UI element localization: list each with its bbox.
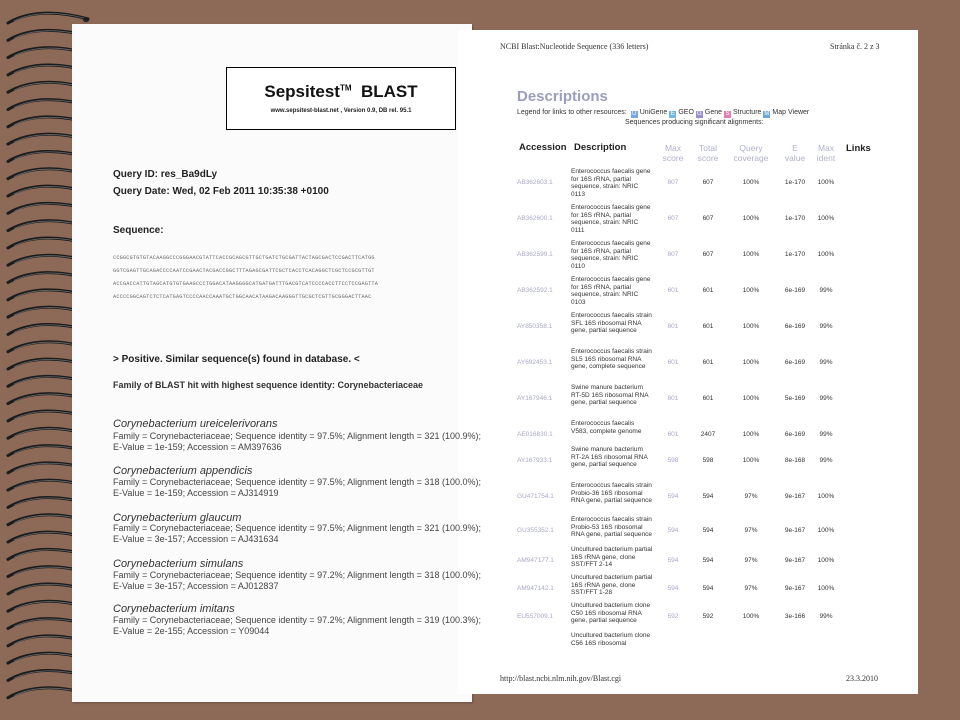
legend-label: Map Viewer: [772, 109, 810, 116]
footer-url: http://blast.ncbi.nlm.nih.gov/Blast.cgi: [500, 674, 622, 683]
hit-description: Enterococcus faecalis strain SFL 16S ribosomal RNA gene, partial sequence: [571, 312, 652, 334]
cell-ident: 99%: [819, 287, 833, 294]
col-e-value: [780, 143, 810, 163]
organism-name: Corynebacterium glaucum: [113, 512, 242, 524]
hit-description: Enterococcus faecalis strain Probio-36 16S ribosomal RNA gene, partial sequence: [571, 482, 652, 504]
cell-cov: 100%: [742, 287, 760, 294]
cell-cov: 100%: [742, 179, 760, 186]
logo-tm: TM: [339, 83, 352, 93]
descriptions-title: Descriptions: [517, 88, 608, 105]
cell-e: 9e-167: [784, 585, 806, 592]
max-score-link[interactable]: 601: [667, 287, 679, 294]
cell-cov: 100%: [742, 395, 760, 402]
cell-ident: 100%: [817, 179, 835, 186]
max-score-link[interactable]: 592: [667, 613, 679, 620]
cell-e: 3e-166: [784, 613, 806, 620]
legend-unigene-icon: U: [632, 111, 637, 117]
col-max-score: [659, 143, 687, 163]
result-message: > Positive. Similar sequence(s) found in database. <: [113, 354, 360, 365]
col-e-value-line2: value: [784, 153, 806, 163]
organism-name: Corynebacterium appendicis: [113, 465, 253, 477]
cell-total: 601: [702, 287, 714, 294]
cell-total: 2407: [700, 431, 716, 438]
col-total-score-line2: score: [697, 153, 719, 163]
cell-cov: 97%: [744, 527, 758, 534]
cell-e: 6e-169: [784, 323, 806, 330]
col-description: Description: [574, 142, 627, 153]
cell-ident: 100%: [817, 557, 835, 564]
legend-label: Gene: [704, 109, 723, 116]
sequence-line: CCGGCGTGTGTACAAGGCCCGGGAACGTATTCACCGCAGCGTTGCTGATCTGCGATTACTAGCGACTCCGACTTCATGG: [113, 255, 375, 261]
cell-e: 1e-170: [784, 179, 806, 186]
organism-evalue: E-Value = 1e-159; Accession = AM397636: [113, 442, 282, 452]
accession-link[interactable]: AY692453.1: [517, 359, 553, 366]
cell-total: 601: [702, 359, 714, 366]
alignments-subtitle: Sequences producing significant alignments:: [625, 119, 764, 126]
cell-total: 592: [702, 613, 714, 620]
col-max-ident: [812, 143, 840, 163]
max-score-link[interactable]: 598: [667, 457, 679, 464]
cell-ident: 100%: [817, 251, 835, 258]
page-number: Stránka č. 2 z 3: [830, 42, 880, 51]
sequence-line: GGTCGAGTTGCAGACCCCAATCCGAACTACGACCGGCTTTAGAGCGATTCGCTCACCTCACAGGCTCGCTCCGCGTTGT: [113, 268, 375, 274]
family-summary: Family of BLAST hit with highest sequence identity: Corynebacteriaceae: [113, 380, 424, 390]
col-total-score-line1: Total: [699, 143, 717, 153]
cell-total: 607: [702, 215, 714, 222]
hit-description: Swine manure bacterium RT-2A 16S ribosomal RNA gene, partial sequence: [571, 446, 648, 468]
max-score-link[interactable]: 601: [667, 323, 679, 330]
hit-description: Enterococcus faecalis V583, complete genome: [571, 420, 642, 435]
cell-ident: 99%: [819, 431, 833, 438]
accession-link[interactable]: EU557009.1: [517, 613, 554, 620]
logo-product: BLAST: [360, 82, 418, 101]
cell-e: 8e-168: [784, 457, 806, 464]
legend-map-viewer-icon: M: [764, 111, 770, 117]
max-score-link[interactable]: 594: [667, 585, 679, 592]
cell-cov: 100%: [742, 215, 760, 222]
organism-evalue: E-Value = 2e-155; Accession = Y09044: [113, 626, 270, 636]
cell-total: 594: [702, 493, 714, 500]
cell-ident: 100%: [817, 527, 835, 534]
legend-label: Structure: [733, 109, 762, 116]
organism-detail: Family = Corynebacteriaceae; Sequence identity = 97.2%; Alignment length = 319 (100.3%);: [113, 615, 481, 625]
resource-legend: [517, 109, 809, 118]
query-date: Query Date: Wed, 02 Feb 2011 10:35:38 +0100: [113, 186, 329, 197]
col-query-coverage-line2: coverage: [733, 153, 769, 163]
cell-total: 601: [702, 395, 714, 402]
organism-name: Corynebacterium simulans: [113, 558, 244, 570]
cell-cov: 100%: [742, 431, 760, 438]
organism-detail: Family = Corynebacteriaceae; Sequence identity = 97.5%; Alignment length = 321 (100.9%);: [113, 431, 481, 441]
cell-cov: 97%: [744, 557, 758, 564]
col-accession: Accession: [519, 142, 567, 153]
cell-cov: 100%: [742, 251, 760, 258]
hit-description: Enterococcus faecalis gene for 16S rRNA, partial sequence, strain: NRIC 0113: [571, 168, 651, 198]
organism-name: Corynebacterium imitans: [113, 603, 235, 615]
cell-ident: 99%: [819, 613, 833, 620]
col-query-coverage: [728, 143, 774, 163]
accession-link[interactable]: AB362599.1: [517, 251, 553, 258]
sequence-label: Sequence:: [113, 225, 164, 236]
cell-total: 594: [702, 527, 714, 534]
hit-description: Uncultured bacterium clone C50 16S ribosomal RNA gene, partial sequence: [571, 602, 651, 624]
cell-total: 607: [702, 251, 714, 258]
organism-detail: Family = Corynebacteriaceae; Sequence identity = 97.2%; Alignment length = 318 (100.0%);: [113, 570, 481, 580]
sepsitest-logo: [226, 67, 456, 130]
logo-subtitle: www.sepsitest-blast.net , Version 0.9, DB rel. 95.1: [270, 108, 412, 114]
logo-brand: Sepsitest: [264, 82, 340, 101]
cell-total: 594: [702, 585, 714, 592]
cell-ident: 100%: [817, 493, 835, 500]
col-max-ident-line2: ident: [816, 153, 836, 163]
cell-e: 9e-167: [784, 493, 806, 500]
cell-ident: 100%: [817, 585, 835, 592]
accession-link[interactable]: AM947142.1: [517, 585, 554, 592]
cell-e: 1e-170: [784, 251, 806, 258]
cell-cov: 100%: [742, 457, 760, 464]
spiral-ring: [8, 13, 89, 23]
hit-description: Uncultured bacterium clone C56 16S ribosomal: [571, 632, 651, 647]
col-max-score-line2: score: [662, 153, 684, 163]
hit-description: Enterococcus faecalis strain Probio-53 16S ribosomal RNA gene, partial sequence: [571, 516, 652, 538]
cell-ident: 100%: [817, 215, 835, 222]
accession-link[interactable]: AY167946.1: [517, 395, 553, 402]
page-header-title: NCBI Blast:Nucleotide Sequence (336 letters): [500, 42, 649, 51]
max-score-link[interactable]: 601: [667, 359, 679, 366]
accession-link[interactable]: AB362600.1: [517, 215, 553, 222]
col-max-ident-line1: Max: [817, 143, 835, 153]
cell-e: 5e-169: [784, 395, 806, 402]
accession-link[interactable]: GU471754.1: [517, 493, 554, 500]
cell-total: 594: [702, 557, 714, 564]
max-score-link[interactable]: 594: [667, 527, 679, 534]
legend-structure-icon: S: [725, 111, 730, 117]
accession-link[interactable]: AY850358.1: [517, 323, 553, 330]
cell-e: 6e-169: [784, 287, 806, 294]
col-links: Links: [846, 143, 871, 154]
cell-ident: 99%: [819, 395, 833, 402]
max-score-link[interactable]: 607: [667, 179, 679, 186]
footer-date: 23.3.2010: [846, 674, 878, 683]
accession-link[interactable]: AB362592.1: [517, 287, 553, 294]
cell-e: 9e-167: [784, 557, 806, 564]
max-score-link[interactable]: 601: [667, 395, 679, 402]
max-score-link[interactable]: 594: [667, 493, 679, 500]
col-max-score-line1: Max: [664, 143, 682, 153]
query-id: Query ID: res_Ba9dLy: [113, 169, 218, 180]
cell-total: 607: [702, 179, 714, 186]
col-e-value-line1: E: [792, 143, 798, 153]
organism-detail: Family = Corynebacteriaceae; Sequence identity = 97.5%; Alignment length = 318 (100.0%);: [113, 477, 481, 487]
hit-description: Enterococcus faecalis gene for 16S rRNA, partial sequence, strain: NRIC 0110: [571, 240, 651, 270]
max-score-link[interactable]: 607: [667, 215, 679, 222]
cell-e: 9e-167: [784, 527, 806, 534]
organism-name: Corynebacterium ureicelerivorans: [113, 418, 278, 430]
organism-evalue: E-Value = 3e-157; Accession = AJ012837: [113, 581, 279, 591]
cell-cov: 100%: [742, 359, 760, 366]
max-score-link[interactable]: 601: [667, 431, 679, 438]
hit-description: Swine manure bacterium RT-5D 16S ribosomal RNA gene, partial sequence: [571, 384, 649, 406]
cell-ident: 99%: [819, 359, 833, 366]
hit-description: Enterococcus faecalis strain SL5 16S ribosomal RNA gene, complete sequence: [571, 348, 652, 370]
accession-link[interactable]: AB362603.1: [517, 179, 553, 186]
max-score-link[interactable]: 607: [667, 251, 679, 258]
legend-label: UniGene: [639, 109, 668, 116]
cell-cov: 97%: [744, 493, 758, 500]
cell-cov: 100%: [742, 323, 760, 330]
max-score-link[interactable]: 594: [667, 557, 679, 564]
organism-evalue: E-Value = 1e-159; Accession = AJ314919: [113, 488, 279, 498]
col-total-score: [692, 143, 724, 163]
logo-title: [227, 82, 455, 102]
cell-total: 601: [702, 323, 714, 330]
hit-description: Enterococcus faecalis gene for 16S rRNA, partial sequence, strain: NRIC 0111: [571, 204, 651, 234]
legend-label: GEO: [678, 109, 694, 116]
cell-ident: 99%: [819, 457, 833, 464]
cell-e: 1e-170: [784, 215, 806, 222]
hit-description: Enterococcus faecalis gene for 16S rRNA, partial sequence, strain: NRIC 0103: [571, 276, 651, 306]
legend-items: [629, 109, 810, 116]
cell-cov: 100%: [742, 613, 760, 620]
col-query-coverage-line1: Query: [739, 143, 763, 153]
legend-prefix: Legend for links to other resources:: [517, 109, 627, 116]
legend-geo-icon: E: [670, 111, 675, 117]
sequence-line: ACCGACCATTGTAGCATGTGTGAAGCCCTGGACATAAGGGGCATGATGATTTGACGTCATCCCCACCTTCCTCCGAGTTA: [113, 281, 379, 287]
cell-cov: 97%: [744, 585, 758, 592]
cell-e: 6e-169: [784, 359, 806, 366]
hit-description: Uncultured bacterium partial 16S rRNA gene, clone SST/FFT 2-14: [571, 546, 653, 568]
cell-ident: 99%: [819, 323, 833, 330]
sequence-line: ACCCCGGCAGTCTCTCATGAGTCCCCAACCAAATGCTGGCAACATAAGACAAGGGTTGCGCTCGTTGCGGGACTTAAC: [113, 294, 372, 300]
organism-detail: Family = Corynebacteriaceae; Sequence identity = 97.5%; Alignment length = 321 (100.9%);: [113, 523, 481, 533]
legend-gene-icon: G: [697, 111, 702, 117]
accession-link[interactable]: GU355352.1: [517, 527, 554, 534]
accession-link[interactable]: AM947177.1: [517, 557, 554, 564]
organism-evalue: E-Value = 3e-157; Accession = AJ431634: [113, 534, 279, 544]
cell-total: 598: [702, 457, 714, 464]
accession-link[interactable]: AY167933.1: [517, 457, 553, 464]
cell-e: 6e-169: [784, 431, 806, 438]
accession-link[interactable]: AE016830.1: [517, 431, 553, 438]
hit-description: Uncultured bacterium partial 16S rRNA gene, clone SST/FFT 1-28: [571, 574, 653, 596]
